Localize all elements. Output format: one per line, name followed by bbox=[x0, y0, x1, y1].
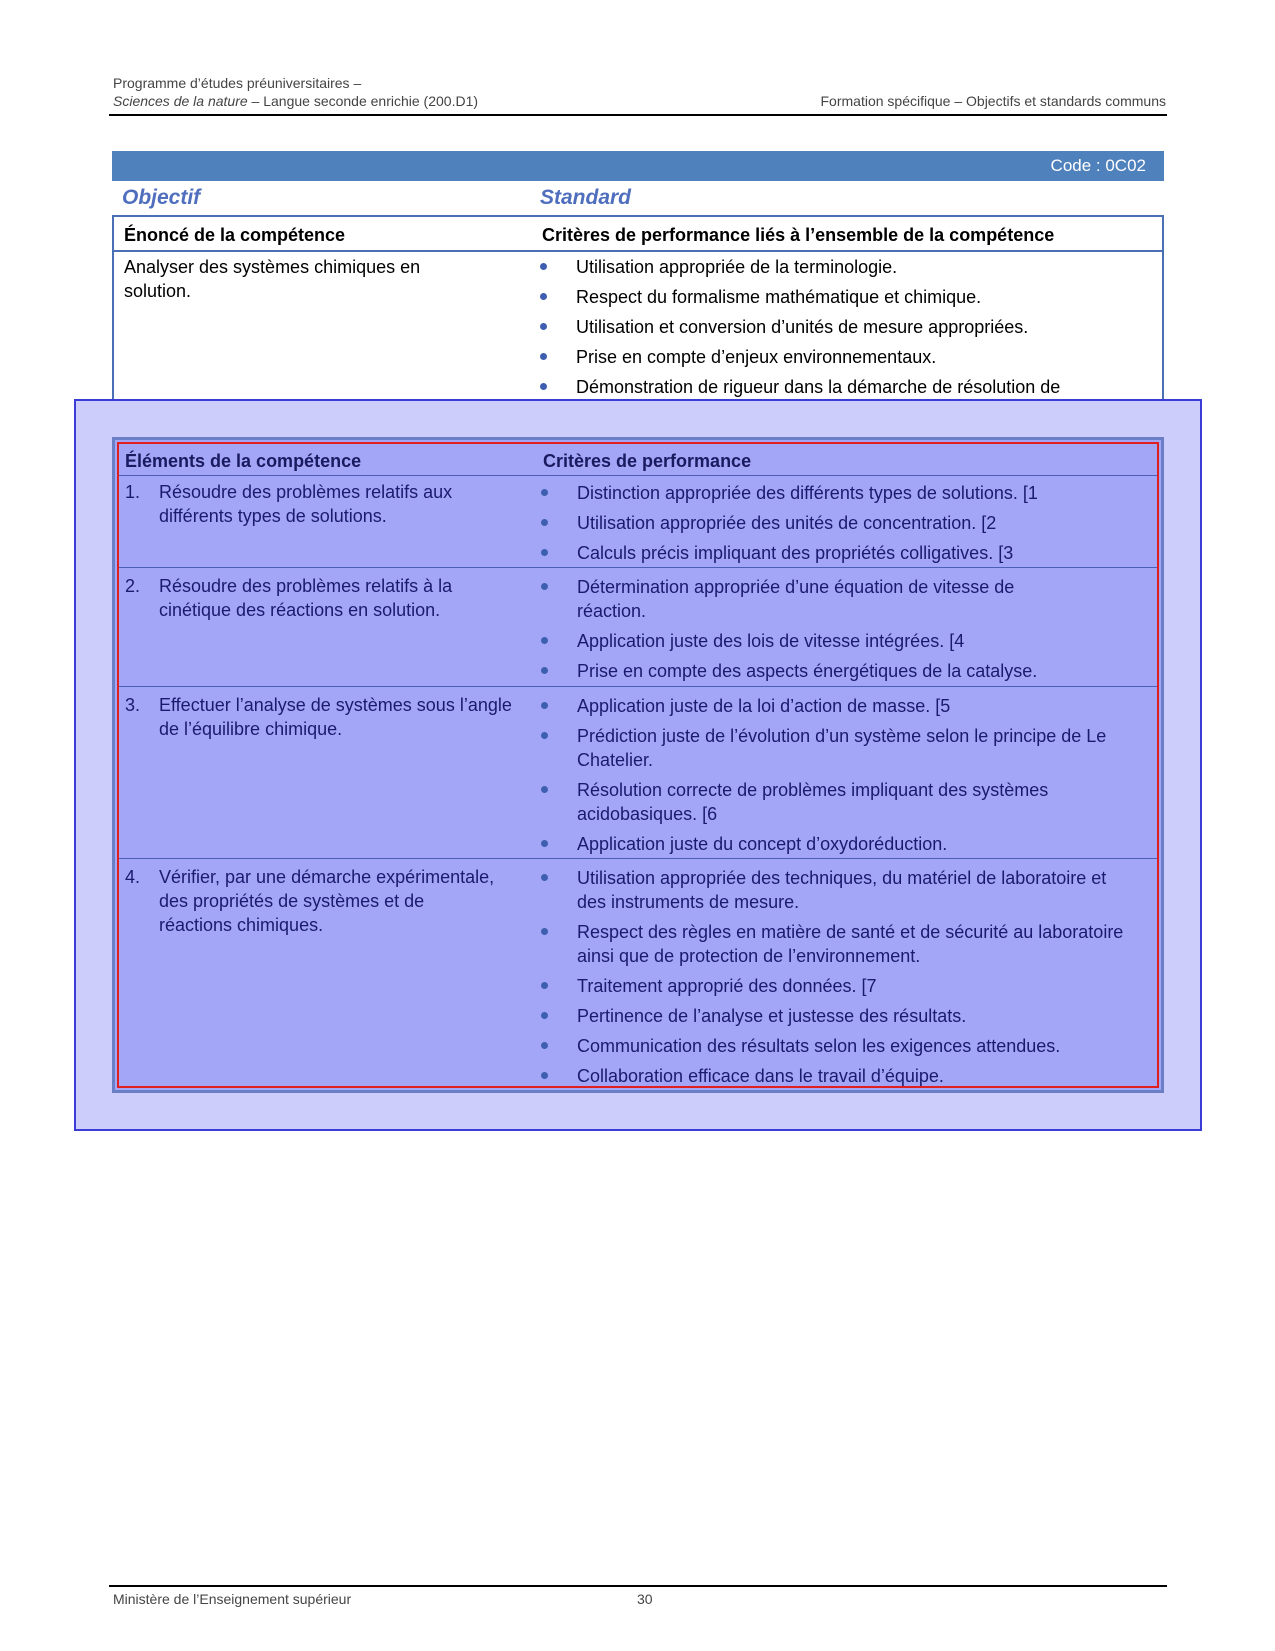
criterion-item: Résolution correcte de problèmes impliquant des systèmes acidobasiques. [6 bbox=[541, 778, 1131, 826]
criterion-item: Application juste du concept d’oxydoréduction. bbox=[541, 832, 1131, 856]
bullet-icon bbox=[541, 637, 548, 644]
bullet-icon bbox=[541, 874, 548, 881]
bullet-icon bbox=[541, 1012, 548, 1019]
criterion-item: Traitement approprié des données. [7 bbox=[541, 974, 1131, 998]
criterion-item: Collaboration efficace dans le travail d’équipe. bbox=[541, 1064, 1131, 1088]
ministry-name: Ministère de l’Enseignement supérieur bbox=[113, 1591, 352, 1607]
bullet-icon bbox=[541, 549, 548, 556]
elements-table bbox=[112, 437, 1164, 1093]
bullet-icon bbox=[541, 928, 548, 935]
bullet-icon bbox=[541, 1042, 548, 1049]
program-subtitle-italic: Sciences de la nature bbox=[113, 93, 248, 109]
row-separator bbox=[119, 475, 1157, 476]
program-title: Programme d’études préuniversitaires – bbox=[113, 75, 362, 91]
section-title: Formation spécifique – Objectifs et standards communs bbox=[820, 93, 1166, 109]
row-separator bbox=[119, 686, 1157, 687]
bullet-icon bbox=[541, 786, 548, 793]
criterion-item: Respect des règles en matière de santé et de sécurité au laboratoire ainsi que de protection de l’environnement. bbox=[541, 920, 1131, 968]
bullet-icon bbox=[540, 293, 547, 300]
row-separator bbox=[119, 567, 1157, 568]
bullet-icon bbox=[540, 383, 547, 390]
competence-statement: Analyser des systèmes chimiques en solution. bbox=[124, 257, 421, 301]
criterion-item: Démonstration de rigueur dans la démarche de résolution de bbox=[540, 375, 1150, 423]
criterion-item: Application juste de la loi d’action de masse. [5 bbox=[541, 694, 1131, 718]
competence-code: Code : 0C02 bbox=[1050, 156, 1146, 175]
element-3-criteria bbox=[541, 694, 1131, 862]
criterion-item: Prédiction juste de l’évolution d’un système selon le principe de Le Chatelier. bbox=[541, 724, 1131, 772]
criterion-item: Utilisation appropriée des unités de concentration. [2 bbox=[541, 511, 1131, 535]
global-criteria-header: Critères de performance liés à l’ensemble de la compétence bbox=[542, 225, 1055, 245]
criterion-item: Utilisation appropriée de la terminologie. bbox=[540, 255, 1150, 279]
competence-table bbox=[112, 215, 1164, 427]
criterion-item: Utilisation et conversion d’unités de mesure appropriées. bbox=[540, 315, 1150, 339]
competence-statement-header: Énoncé de la compétence bbox=[124, 225, 346, 245]
program-subtitle bbox=[113, 93, 478, 111]
elements-table-highlight bbox=[117, 442, 1159, 1088]
program-subtitle-rest: – Langue seconde enrichie (200.D1) bbox=[247, 93, 479, 109]
criterion-item: Utilisation appropriée des techniques, du matériel de laboratoire et des instruments de mesure. bbox=[541, 866, 1131, 914]
element-3: 3. Effectuer l’analyse de systèmes sous l’angle de l’équilibre chimique. bbox=[125, 695, 512, 739]
element-1: 1. Résoudre des problèmes relatifs aux différents types de solutions. bbox=[125, 482, 453, 526]
objectif-heading: Objectif bbox=[122, 186, 201, 209]
header-separator bbox=[114, 250, 1162, 252]
element-4: 4. Vérifier, par une démarche expérimentale, des propriétés de systèmes et de réactions chimiques. bbox=[125, 867, 495, 935]
code-bar bbox=[112, 151, 1164, 181]
bullet-icon bbox=[541, 1072, 548, 1079]
section-headings bbox=[122, 186, 1162, 216]
bullet-icon bbox=[540, 353, 547, 360]
page-header bbox=[113, 75, 1166, 111]
page-number: 30 bbox=[637, 1591, 653, 1607]
bullet-icon bbox=[541, 840, 548, 847]
element-1-criteria bbox=[541, 481, 1131, 571]
bullet-icon bbox=[541, 489, 548, 496]
criterion-item: Prise en compte des aspects énergétiques de la catalyse. bbox=[541, 659, 1071, 683]
element-4-criteria bbox=[541, 866, 1131, 1094]
criterion-item: Communication des résultats selon les exigences attendues. bbox=[541, 1034, 1131, 1058]
bullet-icon bbox=[540, 323, 547, 330]
bullet-icon bbox=[541, 519, 548, 526]
criterion-item: Distinction appropriée des différents types de solutions. [1 bbox=[541, 481, 1131, 505]
header-rule bbox=[109, 114, 1167, 116]
bullet-icon bbox=[541, 982, 548, 989]
criterion-item: Pertinence de l’analyse et justesse des résultats. bbox=[541, 1004, 1131, 1028]
criterion-item: Application juste des lois de vitesse intégrées. [4 bbox=[541, 629, 1071, 653]
bullet-icon bbox=[541, 702, 548, 709]
criteria-header: Critères de performance bbox=[543, 451, 752, 471]
criterion-item: Prise en compte d’enjeux environnementaux. bbox=[540, 345, 1150, 369]
criterion-item: Respect du formalisme mathématique et chimique. bbox=[540, 285, 1150, 309]
page-footer bbox=[113, 1591, 653, 1607]
element-2-criteria bbox=[541, 575, 1071, 689]
row-separator bbox=[119, 858, 1157, 859]
bullet-icon bbox=[541, 732, 548, 739]
bullet-icon bbox=[541, 667, 548, 674]
criterion-item: Calculs précis impliquant des propriétés colligatives. [3 bbox=[541, 541, 1131, 565]
footer-rule bbox=[109, 1585, 1167, 1587]
criterion-item: Détermination appropriée d’une équation de vitesse de réaction. bbox=[541, 575, 1071, 623]
element-2: 2. Résoudre des problèmes relatifs à la cinétique des réactions en solution. bbox=[125, 576, 453, 620]
standard-heading: Standard bbox=[540, 186, 632, 209]
elements-header: Éléments de la compétence bbox=[125, 451, 362, 471]
bullet-icon bbox=[540, 263, 547, 270]
bullet-icon bbox=[541, 583, 548, 590]
